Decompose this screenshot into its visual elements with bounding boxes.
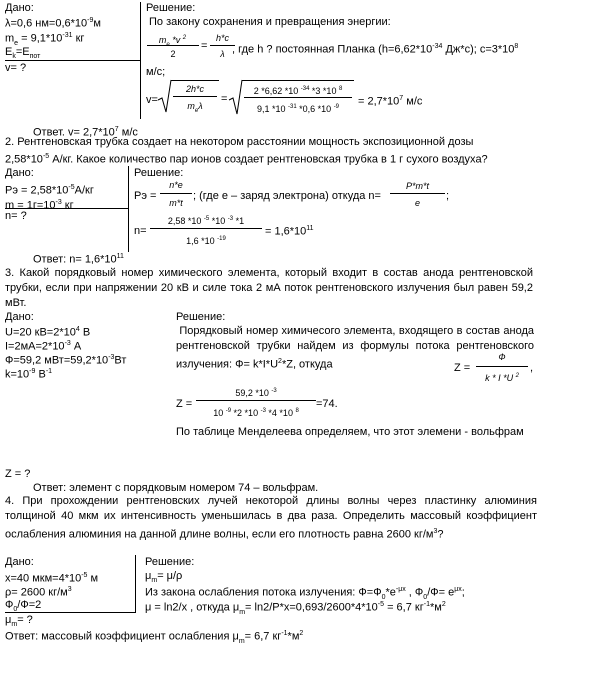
given-solution-divider [128,166,129,252]
fraction-line [147,45,199,46]
velocity-result: = $2,7*10^7$ м/с [358,95,423,108]
values-denominator: 1,6 *10 $^{-19}$ [186,236,226,246]
given-label: Дано: [5,311,34,323]
solution-label: Решение: [146,2,196,14]
question-2-line-1: 2. Рентгеновская трубка создает на некотором расстоянии мощность экспозиционной дозы [5,136,474,148]
question-3: 3. Какой порядковый номер химического элемента, который входит в состав анода рентгеновской трубки, если при напряжении 20 кВ и силе тока 2 мА поток рентгеновского излучения был равен 59,2 мВт. [5,267,533,309]
equals-sign: = [221,93,228,105]
fraction-line [196,400,316,401]
fraction-line [244,97,352,98]
given-unknown: v= ? [5,62,27,74]
given-unknown: $\mu_m=$ ? [5,614,33,629]
z-result: =74. [316,398,338,410]
formula-kinetic-numerator: $m_e$ *v $^2$ [158,35,187,48]
z-formula-numerator: Ф [498,352,506,362]
n-result: = $1,6*10^{11}$ [265,225,314,238]
answer-2: Ответ: $n= 1,6*10^{11}$ [33,253,124,266]
fraction-line [173,96,217,97]
given-label: Дано: [5,2,34,14]
solution-step-3: μ = ln2/x , откуда $\mu_m= \ln 2/P*x=0,693/2600*4*10^{-5} = 6,7$ $кг^{-1}*м^2$ [145,601,446,616]
solution-label: Решение: [145,556,195,568]
given-divider [5,612,135,613]
solution-label: Решение: [176,311,226,323]
z-label: Z = [454,362,471,374]
solution-step-1: $\mu_m= \mu/\rho$ [145,570,183,585]
root-formula-denominator: $m_e\lambda$ [187,101,203,114]
answer-1: Ответ. $v= 2,7*10^7$ м/с [33,126,138,139]
given-label: Дано: [5,167,34,179]
values-numerator: 2,58 *10 $^{-5}$ *10 $^{-3}$ *1 [167,216,245,226]
answer-4: Ответ: массовый коэффициент ослабления $\mu_m= 6,7$ $кг^{-1}*м^2$ [5,630,304,645]
velocity-label: v= [146,94,158,106]
given-coefficient: $k=10^{-9}$ $В^{-1}$ [5,368,53,381]
z-values-denominator: 10 $^{-9}$ *2 *10 $^{-3}$ *4 *10 $^8$ [213,408,299,418]
formula-photon-numerator: h*c [215,33,229,43]
periodic-table-note: По таблице Менделеева определяем, что этот элемени - вольфрам [176,426,524,438]
fraction-line [476,366,528,367]
radical-bar [171,80,219,81]
given-divider [5,60,140,61]
radical-sign [229,80,243,116]
root-formula-numerator: 2h*c [185,84,204,94]
z-values-numerator: 59,2 *10 $^{-3}$ [235,388,277,398]
given-wavelength: λ=0,6 $нм=0,6*10^{-9}м$ [5,17,101,30]
root-values-numerator: 2 *6,62 *10 $^{-34}$ *3 *10 $^8$ [253,86,343,96]
given-solution-divider [135,555,136,613]
given-mass: $m = 1г=10^{-3}$ кг [5,199,74,212]
given-density: ρ= 2600 $кг/м^3$ [5,586,72,599]
given-divider [5,208,128,209]
planck-constant-note: , где h ? постоянная Планка ($h=6,62*10^{-34}$ Дж*с); $с=3*10^8$ [232,43,519,56]
given-solution-divider [140,2,141,119]
energy-law-text: По закону сохранения и превращения энергии: [149,16,391,28]
given-flux: Ф=59,2 $мВт=59,2*10^{-3}Вт$ [5,354,127,367]
question-4: 4. При прохождении рентгеновских лучей некоторой длины волны через пластинку алюминия толщиной 40 мкм их интенсивность уменьшилась в два раза. Определить массовый коэффициент ослабления алюминия на данной длине волны, если его плотность равна 2600 $кг/м^3$? [5,495,537,541]
radical-sign [158,80,172,114]
given-unknown: Z = ? [5,468,31,480]
comma: , [530,362,534,374]
electron-charge-note: ; (где e – заряд электрона) откуда n= [193,190,381,202]
given-current: $I=2мА=2*10^{-3}$ А [5,340,82,353]
formula-photon-denominator: λ [220,49,225,59]
z-label: Z = [176,398,193,410]
speed-units: м/с; [146,66,166,78]
given-label: Дано: [5,556,34,568]
root-values-denominator: 9,1 *10 $^{-31}$ *0,6 *10 $^{-9}$ [256,104,340,114]
n-label: n= [134,225,147,237]
given-voltage: U=20 $кВ=2*10^4$ В [5,326,91,339]
given-flux-ratio: $Ф_0/Ф=2$ [5,599,42,614]
given-thickness: x=40 $мкм=4*10^{-5}$ м [5,572,99,585]
formula-denominator: m*t [169,198,183,208]
solution-label: Решение: [134,167,184,179]
solution-text: Порядковый номер химичесого элемента, входящего в состав анода рентгеновской трубки найдем из формулы потока рентгеновского излучения: $Ф= k*I*U^2*Z$, откуда [176,325,534,371]
formula-kinetic-denominator: 2 [170,49,176,59]
semicolon: ; [446,190,450,202]
given-unknown: n= ? [5,210,27,222]
fraction-line [160,193,192,194]
fraction-line [390,193,445,194]
formula-numerator: n*e [169,180,183,190]
given-exposure-rate: Pэ = $2,58*10^{-5}А/кг$ [5,184,94,197]
equals-sign: = [201,40,208,52]
given-energy: $E_k=E_{пот}$ [5,46,41,61]
formula-n-denominator: e [414,198,420,208]
question-2-line-2: $2,58*10^{-5}$ А/кг. Какое количество пар ионов создает рентгеновская трубка в 1 г сухого воздуха? [5,153,488,166]
pe-label: Pэ = [134,190,157,202]
radical-bar [242,80,354,81]
answer-3: Ответ: элемент с порядковым номером 74 – вольфрам. [33,482,319,494]
solution-step-2: Из закона ослабления потока излучения: $Ф=Ф_0*e^{-\mu x}$ , $Ф_0/Ф= e^{\mu x}$; [145,586,465,601]
fraction-line [150,228,262,229]
z-formula-denominator: k * I *U $^2$ [485,373,519,383]
formula-n-numerator: P*m*t [405,181,429,191]
given-electron-mass: $m_e = 9,1*10^{-31}$ кг [5,32,85,47]
